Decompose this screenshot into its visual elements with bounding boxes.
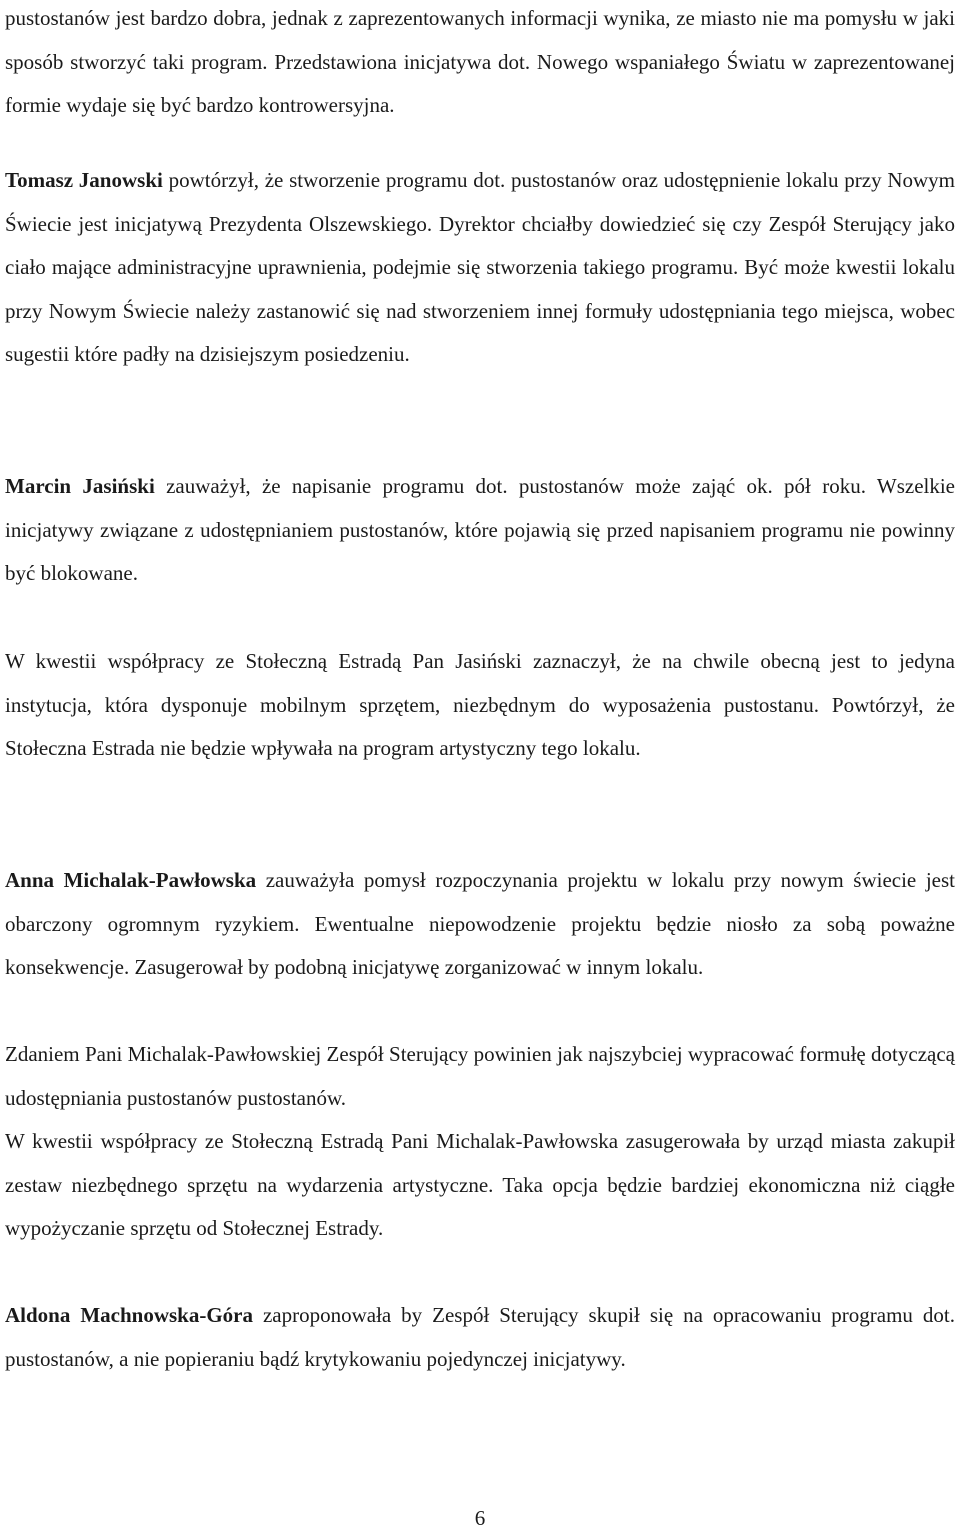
paragraph-michalak-opinion <box>5 1033 955 1120</box>
paragraph-intro <box>5 0 955 128</box>
speaker-name: Aldona Machnowska-Góra <box>5 1303 253 1327</box>
paragraph-text: W kwestii współpracy ze Stołeczną Estradą Pani Michalak-Pawłowska zasugerowała by urząd miasta zakupił zestaw niezbędnego sprzętu na wydarzenia artystyczne. Taka opcja będzie bardziej ekonomiczna niż ciągłe wypożyczanie sprzętu od Stołecznej Estrady. <box>5 1129 955 1241</box>
speaker-name: Tomasz Janowski <box>5 168 163 192</box>
paragraph-estrada <box>5 640 955 771</box>
paragraph-michalak <box>5 859 955 990</box>
paragraph-machnowska <box>5 1294 955 1381</box>
page-number: 6 <box>474 1506 486 1530</box>
paragraph-text: powtórzył, że stworzenie programu dot. pustostanów oraz udostępnienie lokalu przy Nowym Świecie jest inicjatywą Prezydenta Olszewskiego. Dyrektor chciałby dowiedzieć się czy Zespół Sterujący jako ciało mające administracyjne uprawnienia, podejmie się stworzenia takiego programu. Być może kwestii lokalu przy Nowym Świecie należy zastanowić się nad stworzeniem innej formuły udostępniania tego miejsca, wobec sugestii które padły na dzisiejszym posiedzeniu. <box>5 168 955 367</box>
paragraph-michalak-estrada <box>5 1120 955 1251</box>
paragraph-text: zauważyła pomysł rozpoczynania projektu w lokalu przy nowym świecie jest obarczony ogromnym ryzykiem. Ewentualne niepowodzenie projektu będzie niosło za sobą poważne konsekwencje. Zasugerował by podobną inicjatywę zorganizować w innym lokalu. <box>5 868 955 980</box>
speaker-name: Anna Michalak-Pawłowska <box>5 868 257 892</box>
paragraph-text: zauważył, że napisanie programu dot. pustostanów może zająć ok. pół roku. Wszelkie inicjatywy związane z udostępnianiem pustostanów, które pojawią się przed napisaniem programu nie powinny być blokowane. <box>5 474 956 586</box>
paragraph-janowski <box>5 159 955 377</box>
paragraph-jasinski <box>5 465 955 596</box>
paragraph-text: pustostanów jest bardzo dobra, jednak z zaprezentowanych informacji wynika, ze miasto nie ma pomysłu w jaki sposób stworzyć taki program. Przedstawiona inicjatywa dot. Nowego wspaniałego Światu w zaprezentowanej formie wydaje się być bardzo kontrowersyjna. <box>5 6 955 118</box>
speaker-name: Marcin Jasiński <box>5 474 155 498</box>
paragraph-text: zaproponowała by Zespół Sterujący skupił się na opracowaniu programu dot. pustostanów, a nie popieraniu bądź krytykowaniu pojedynczej inicjatywy. <box>5 1303 955 1371</box>
paragraph-text: W kwestii współpracy ze Stołeczną Estradą Pan Jasiński zaznaczył, że na chwile obecną jest to jedyna instytucja, która dysponuje mobilnym sprzętem, niezbędnym do wyposażenia pustostanu. Powtórzył, że Stołeczna Estrada nie będzie wpływała na program artystyczny tego lokalu. <box>5 649 955 761</box>
paragraph-text: Zdaniem Pani Michalak-Pawłowskiej Zespół Sterujący powinien jak najszybciej wypracować formułę dotyczącą udostępniania pustostanów pustostanów. <box>5 1042 955 1110</box>
document-page <box>5 0 955 1537</box>
